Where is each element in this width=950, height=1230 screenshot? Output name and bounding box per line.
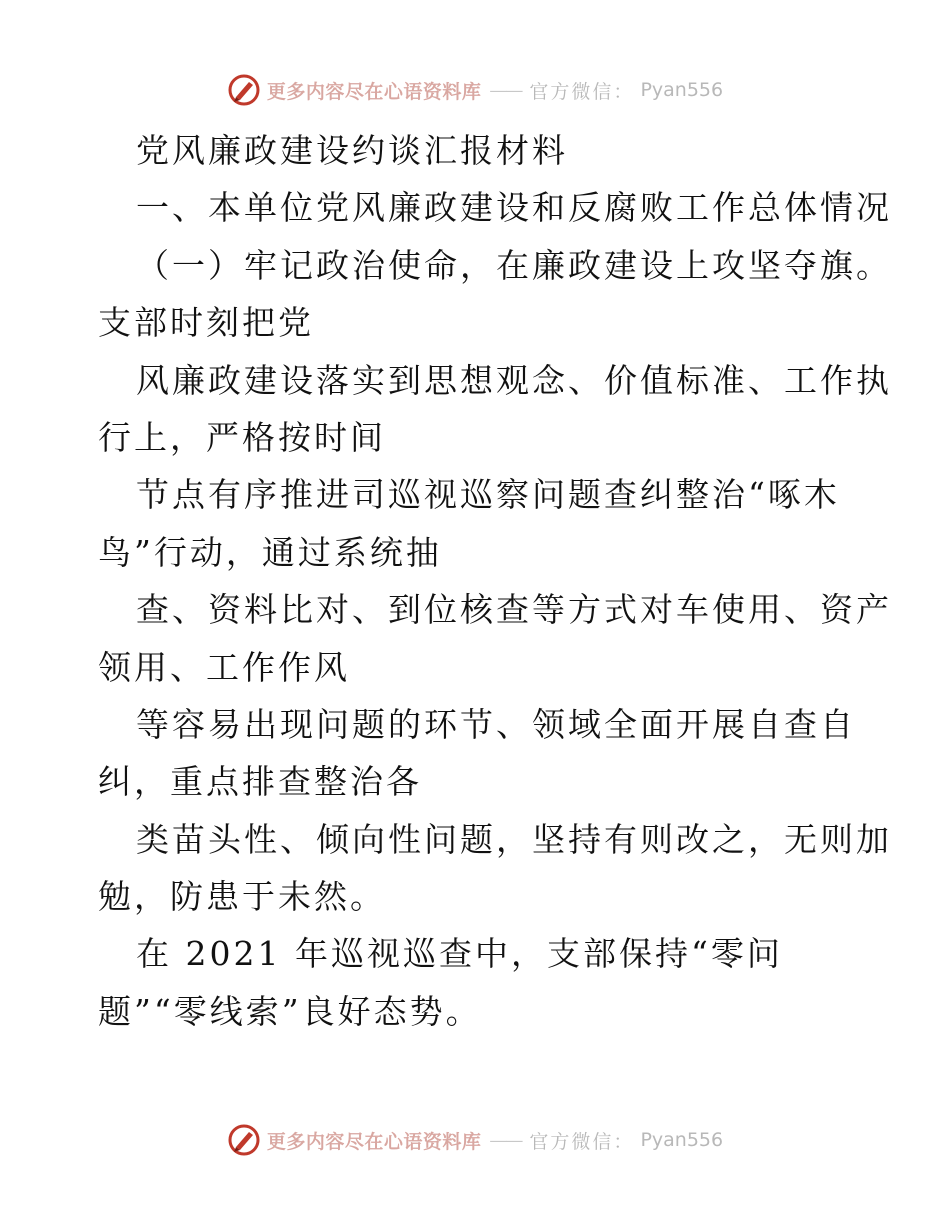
paragraph-line: 支部时刻把党	[98, 303, 314, 343]
pen-logo-icon	[227, 73, 261, 107]
paragraph-line: 领用、工作作风	[98, 647, 350, 687]
watermark-dash: ——	[489, 1129, 522, 1151]
paragraph-line: 查、资料比对、到位核查等方式对车使用、资产	[136, 590, 892, 630]
watermark-wechat-id: Pyan556	[640, 79, 724, 101]
watermark-site-text: 更多内容尽在心语资料库	[266, 1130, 482, 1153]
paragraph-line: 勉，防患于未然。	[98, 877, 386, 917]
paragraph-line: 等容易出现问题的环节、领域全面开展自查自	[136, 704, 856, 744]
paragraph-line: 题”“零线索”良好态势。	[98, 991, 482, 1031]
paragraph-line: 类苗头性、倾向性问题，坚持有则改之，无则加	[136, 819, 892, 859]
paragraph-line: 节点有序推进司巡视巡察问题查纠整治“啄木	[136, 475, 840, 515]
document-title: 党风廉政建设约谈汇报材料	[136, 131, 568, 170]
section-heading: 一、本单位党风廉政建设和反腐败工作总体情况	[136, 188, 892, 228]
paragraph-line: 风廉政建设落实到思想观念、价值标准、工作执	[136, 360, 892, 400]
watermark-wechat-id: Pyan556	[640, 1129, 724, 1151]
header-watermark	[0, 70, 950, 110]
paragraph-line: 鸟”行动，通过系统抽	[98, 532, 442, 572]
paragraph-line: 纠，重点排查整治各	[98, 762, 422, 802]
subsection-heading: （一）牢记政治使命，在廉政建设上攻坚夺旗。	[136, 245, 892, 285]
pen-logo-icon	[227, 1123, 261, 1157]
watermark-dash: ——	[489, 79, 522, 101]
watermark-wechat-label: 官方微信：	[529, 1130, 635, 1153]
footer-watermark	[0, 1120, 950, 1160]
paragraph-line: 行上，严格按时间	[98, 417, 386, 457]
paragraph-line: 在 2021 年巡视巡查中，支部保持“零问	[136, 934, 783, 974]
watermark-wechat-label: 官方微信：	[529, 80, 635, 103]
watermark-site-text: 更多内容尽在心语资料库	[266, 80, 482, 103]
document-body	[98, 122, 892, 1040]
